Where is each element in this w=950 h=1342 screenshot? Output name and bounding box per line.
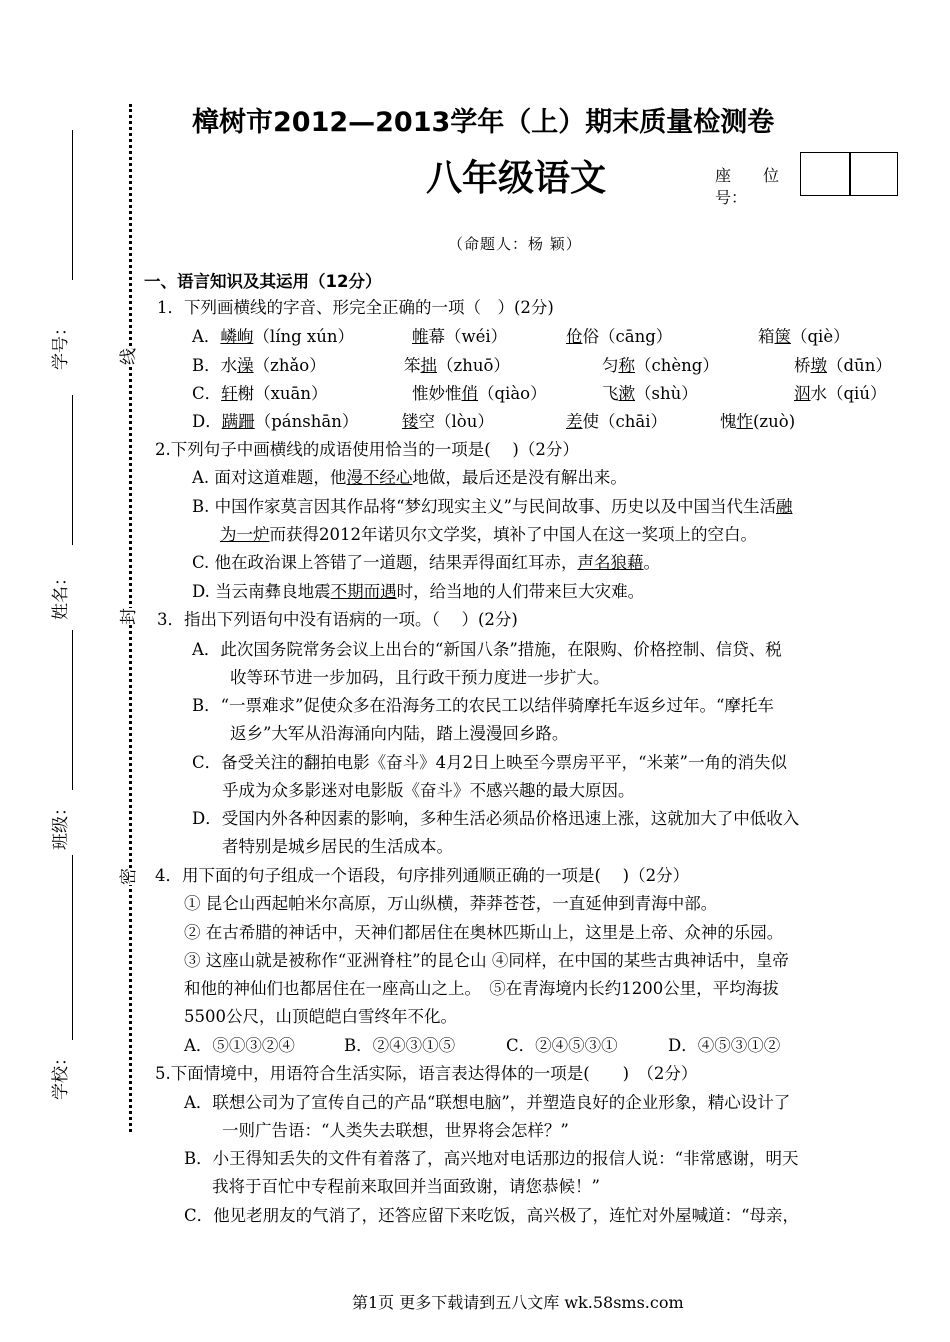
- q4-sentence-4: 和他的神仙们也都居住在一座高山之上。 ⑤在青海境内长约1200公里，平均海拔: [184, 979, 779, 998]
- q1-stem: 1．下列画横线的字音、形完全正确的一项（ ）(2分): [157, 298, 554, 317]
- q2-stem: 2.下列句子中画横线的成语使用恰当的一项是( )（2分）: [155, 440, 579, 459]
- margin-line-1: [72, 130, 73, 280]
- q1-option-d-2: 镂空（lòu）: [402, 412, 494, 431]
- q3-option-c-cont: 乎成为众多影迷对电影版《奋斗》不感兴趣的最大原因。: [222, 781, 635, 800]
- page-footer: 第1页 更多下载请到五八文库 wk.58sms.com: [352, 1293, 684, 1312]
- q3-option-c: C．备受关注的翻拍电影《奋斗》4月2日上映至今票房平平，“米莱”一角的消失似: [192, 753, 787, 772]
- exam-subtitle: 八年级语文: [426, 158, 607, 199]
- q4-option-b: B．②④③①⑤: [344, 1036, 456, 1055]
- q1-option-a-2: 帷幕（wéi）: [412, 327, 508, 346]
- q2-option-b: B. 中国作家莫言因其作品将“梦幻现实主义”与民间故事、历史以及中国当代生活融: [192, 497, 793, 516]
- author-line: （命题人：杨 颖）: [448, 235, 582, 253]
- q5-option-c: C．他见老朋友的气消了，还答应留下来吃饭，高兴极了，连忙对外屋喊道：“母亲，: [184, 1206, 800, 1225]
- q1-option-c-3: 飞漱（shù）: [602, 384, 698, 403]
- margin-line-3: [72, 630, 73, 790]
- q1-option-c-2: 惟妙惟俏（qiào）: [412, 384, 547, 403]
- q2-option-d: D. 当云南彝良地震不期而遇时，给当地的人们带来巨大灾难。: [192, 582, 645, 601]
- q1-option-d-4: 愧怍(zuò): [720, 412, 796, 431]
- q3-stem: 3．指出下列语句中没有语病的一项。（ ）(2分): [157, 610, 518, 629]
- margin-line-4: [72, 855, 73, 1040]
- q4-sentence-5: 5500公尺，山顶皑皑白雪终年不化。: [184, 1007, 457, 1026]
- q1-option-b-2: 笨拙（zhuō）: [404, 356, 510, 375]
- seat-label-2: 号：: [715, 188, 748, 207]
- q1-option-c-4: 泅水（qiú）: [794, 384, 887, 403]
- margin-line-2: [72, 395, 73, 545]
- q5-option-b-cont: 我将于百忙中专程前来取回并当面致谢，请您恭候！”: [212, 1177, 600, 1196]
- q5-option-b: B．小王得知丢失的文件有着落了，高兴地对电话那边的报信人说：“非常感谢，明天: [184, 1149, 799, 1168]
- q4-stem: 4．用下面的句子组成一个语段，句序排列通顺正确的一项是( )（2分）: [155, 866, 690, 885]
- q1-option-b: B．水澡（zhǎo）: [192, 356, 326, 375]
- q2-option-c: C. 他在政治课上答错了一道题，结果弄得面红耳赤，声名狼藉。: [192, 553, 661, 572]
- q1-option-a: A．嶙峋（líng xún）: [192, 327, 354, 346]
- q4-option-a: A．⑤①③②④: [184, 1036, 295, 1055]
- q5-option-a-cont: 一则广告语：“人类失去联想，世界将会怎样？”: [222, 1121, 569, 1140]
- q1-option-d-3: 差使（chāi）: [566, 412, 667, 431]
- q4-sentence-1: ① 昆仑山西起帕米尔高原，万山纵横，莽莽苍苍，一直延伸到青海中部。: [184, 894, 718, 913]
- q1-option-a-4: 箱箧（qiè）: [758, 327, 850, 346]
- q4-option-d: D．④⑤③①②: [668, 1036, 781, 1055]
- q4-option-c: C．②④⑤③①: [506, 1036, 618, 1055]
- exam-title: 樟树市2012—2013学年（上）期末质量检测卷: [192, 107, 775, 138]
- q5-option-a: A．联想公司为了宣传自己的产品“联想电脑”，并塑造良好的企业形象，精心设计了: [184, 1093, 791, 1112]
- q3-option-a-cont: 收等环节进一步加码，且行政干预力度进一步扩大。: [230, 668, 610, 687]
- q5-stem: 5.下面情境中，用语符合生活实际，语言表达得体的一项是( ) （2分）: [155, 1064, 698, 1083]
- seal-char-secret: 密: [110, 868, 143, 885]
- q3-option-b-cont: 返乡”大军从沿海涌向内陆，踏上漫漫回乡路。: [230, 724, 569, 743]
- q4-sentence-3: ③ 这座山就是被称作“亚洲脊柱”的昆仑山 ④同样，在中国的某些古典神话中，皇帝: [184, 951, 789, 970]
- q3-option-d: D．受国内外各种因素的影响，多种生活必须品价格迅速上涨，这就加大了中低收入: [192, 809, 800, 828]
- seat-label: 座 位: [715, 166, 780, 185]
- q3-option-a: A．此次国务院常务会议上出台的“新国八条”措施，在限购、价格控制、信贷、税: [192, 640, 782, 659]
- q1-option-a-3: 伧俗（cāng）: [566, 327, 673, 346]
- q4-sentence-2: ② 在古希腊的神话中，天神们都居住在奥林匹斯山上，这里是上帝、众神的乐园。: [184, 923, 784, 942]
- q1-option-d: D．蹒跚（pánshān）: [192, 412, 359, 431]
- q3-option-d-cont: 者特别是城乡居民的生活成本。: [222, 837, 453, 856]
- q2-option-a: A. 面对这道难题，他漫不经心地做，最后还是没有解出来。: [192, 468, 627, 487]
- q3-option-b: B．“一票难求”促使众多在沿海务工的农民工以结伴骑摩托车返乡过年。“摩托车: [192, 696, 774, 715]
- q1-option-b-4: 桥墩（dūn）: [794, 356, 892, 375]
- q2-option-b-cont: 为一炉而获得2012年诺贝尔文学奖，填补了中国人在这一奖项上的空白。: [220, 525, 757, 544]
- section-heading: 一、语言知识及其运用（12分）: [144, 272, 382, 291]
- seal-char-seal: 封: [110, 608, 143, 625]
- seal-char-line: 线: [110, 348, 143, 365]
- q1-option-c: C．轩榭（xuān）: [192, 384, 328, 403]
- q1-option-b-3: 匀称（chèng）: [602, 356, 719, 375]
- seat-number-box[interactable]: [800, 152, 898, 196]
